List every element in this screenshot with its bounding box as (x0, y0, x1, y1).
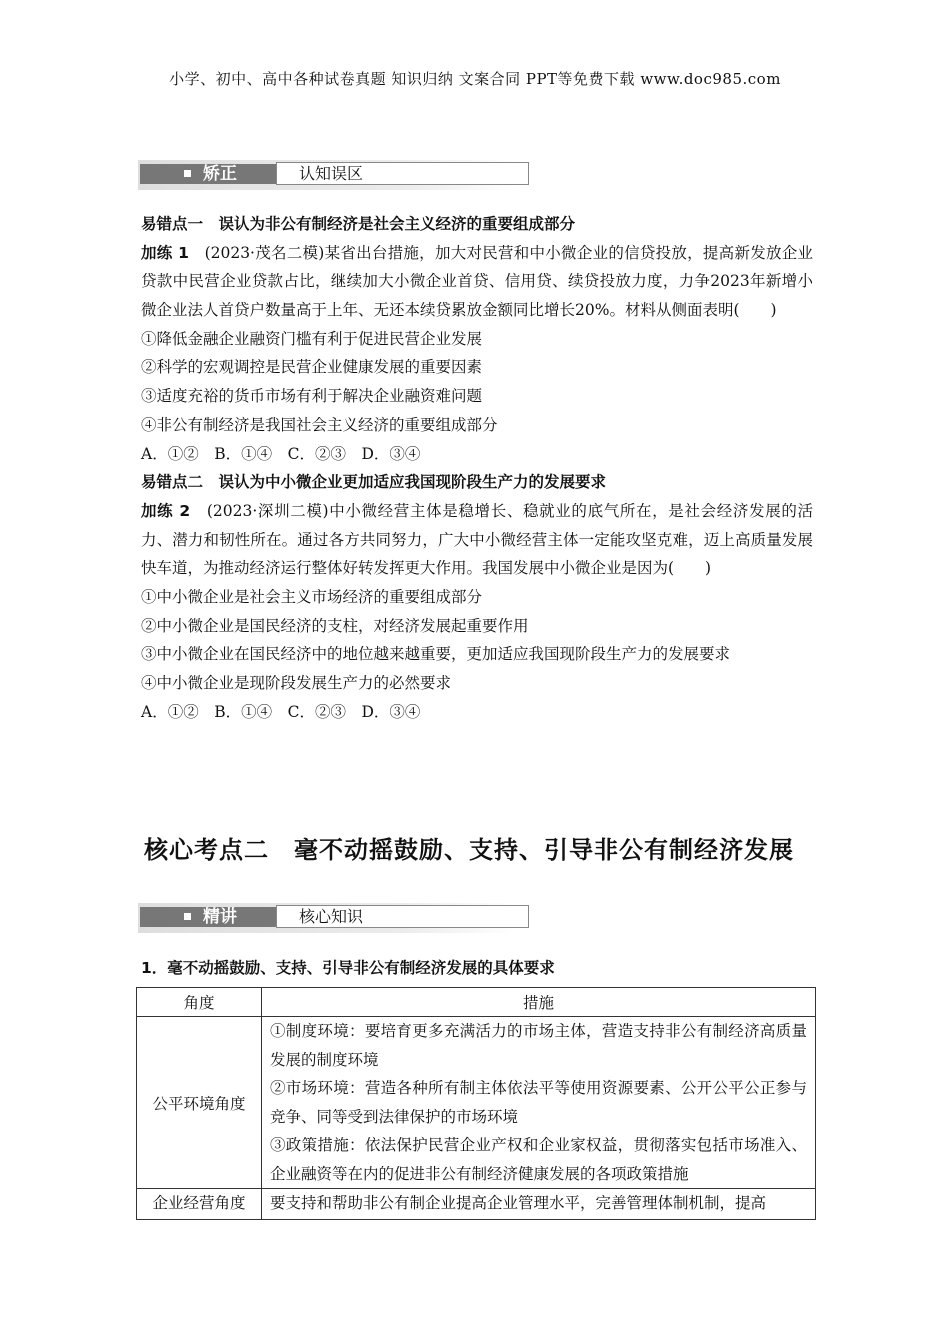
table-title: 1．毫不动摇鼓励、支持、引导非公有制经济发展的具体要求 (141, 959, 555, 977)
table-row (137, 1017, 816, 1189)
row-label: 公平环境角度 (137, 1017, 262, 1189)
q1-option: ②科学的宏观调控是民营企业健康发展的重要因素 (141, 358, 483, 377)
question-1: 加练 1 (2023·茂名二模)某省出台措施，加大对民营和中小微企业的信贷投放，提高新发放企业贷款中民营企业贷款占比，继续加大小微企业首贷、信用贷、续贷投放力度，力争2023年新增小微企业法人首贷户数量高于上年、无还本续贷累放金额同比增长20%。材料从侧面表明( ) (141, 243, 814, 320)
requirements-table (136, 987, 816, 1220)
page-header: 小学、初中、高中各种试卷真题 知识归纳 文案合同 PPT等免费下载 www.doc985.com (169, 70, 781, 88)
measure-item: ①制度环境：要培育更多充满活力的市场主体，营造支持非公有制经济高质量发展的制度环境 (270, 1022, 807, 1069)
q2-option: ①中小微企业是社会主义市场经济的重要组成部分 (141, 588, 483, 607)
q1-option: ①降低金融企业融资门槛有利于促进民营企业发展 (141, 329, 483, 348)
error-point-1-title: 易错点一 误认为非公有制经济是社会主义经济的重要组成部分 (141, 215, 576, 233)
q1-choices: A．①② B．①④ C．②③ D．③④ (141, 444, 421, 463)
error-point-2-title: 易错点二 误认为中小微企业更加适应我国现阶段生产力的发展要求 (141, 473, 607, 492)
error-section (141, 210, 813, 726)
row-content (262, 1017, 816, 1189)
q1-option: ④非公有制经济是我国社会主义经济的重要组成部分 (141, 415, 498, 434)
banner-label-light: 核心知识 (276, 905, 529, 928)
banner-label-dark: 矫正 (140, 164, 276, 184)
table-header-cell: 角度 (137, 988, 262, 1017)
row-label: 企业经营角度 (137, 1189, 262, 1220)
measure-text: 要支持和帮助非公有制企业提高企业管理水平，完善管理体制机制，提高 (270, 1194, 767, 1212)
section-title: 核心考点二 毫不动摇鼓励、支持、引导非公有制经济发展 (144, 836, 794, 864)
q2-option: ③中小微企业在国民经济中的地位越来越重要，更加适应我国现阶段生产力的发展要求 (141, 645, 731, 664)
question-2: 加练 2 (2023·深圳二模)中小微经营主体是稳增长、稳就业的底气所在，是社会经济发展的活力、潜力和韧性所在。通过各方共同努力，广大中小微经营主体一定能攻坚克难，迈上高质量发展快车道，为推动经济运行整体好转发挥更大作用。我国发展中小微企业是因为( ) (141, 501, 813, 578)
measure-item: ②市场环境：营造各种所有制主体依法平等使用资源要素、公开公平公正参与竞争、同等受到法律保护的市场环境 (270, 1079, 807, 1126)
q2-choices: A．①② B．①④ C．②③ D．③④ (141, 702, 421, 721)
square-icon (184, 913, 191, 920)
banner-correction (138, 160, 516, 190)
q2-option: ②中小微企业是国民经济的支柱，对经济发展起重要作用 (141, 616, 529, 635)
banner-label-light: 认知误区 (276, 162, 529, 185)
q1-option: ③适度充裕的货币市场有利于解决企业融资难问题 (141, 387, 483, 406)
table-row (137, 1189, 816, 1220)
banner-lecture (138, 903, 516, 933)
table-header-row (137, 988, 816, 1017)
table-header-cell: 措施 (262, 988, 816, 1017)
q2-option: ④中小微企业是现阶段发展生产力的必然要求 (141, 674, 452, 693)
measure-item: ③政策措施：依法保护民营企业产权和企业家权益，贯彻落实包括市场准入、企业融资等在内的促进非公有制经济健康发展的各项政策措施 (270, 1136, 807, 1183)
row-content (262, 1189, 816, 1220)
banner-label-dark: 精讲 (140, 907, 276, 927)
square-icon (184, 170, 191, 177)
